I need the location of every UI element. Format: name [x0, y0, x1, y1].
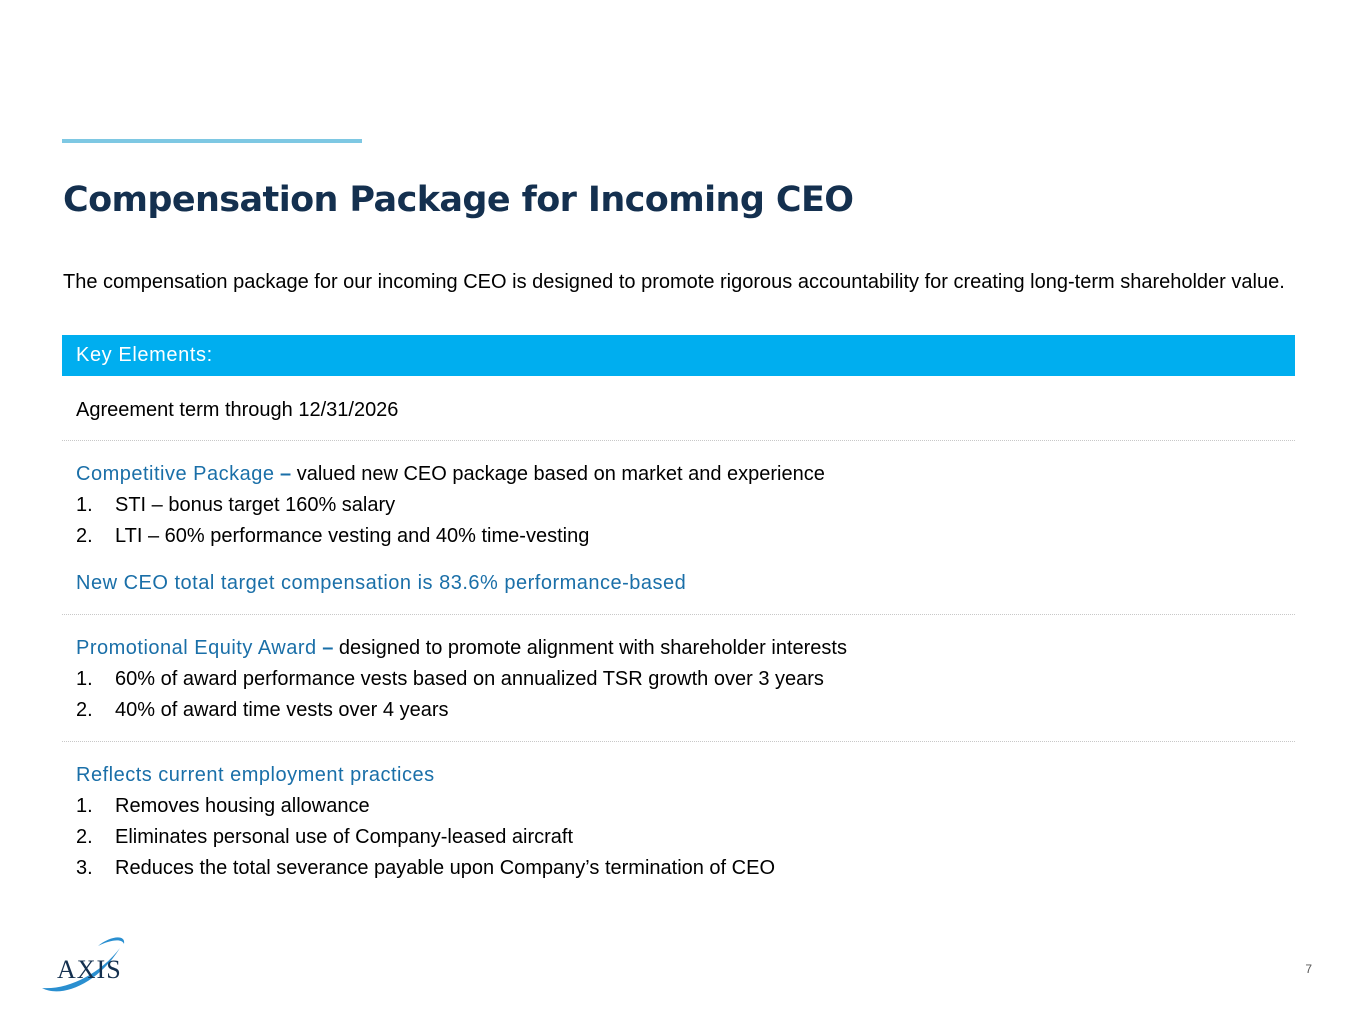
list-item	[76, 493, 395, 517]
list-item	[76, 667, 824, 691]
list-item-text: Eliminates personal use of Company-leased aircraft	[115, 826, 573, 848]
list-item-number: 1.	[76, 668, 93, 690]
list-item-text: 60% of award performance vests based on annualized TSR growth over 3 years	[115, 668, 824, 690]
competitive-package-desc: valued new CEO package based on market and experience	[296, 463, 825, 485]
competitive-package-heading: Competitive Package	[76, 463, 275, 485]
axis-logo-text: AXIS	[57, 955, 122, 984]
agreement-term: Agreement term through 12/31/2026	[76, 399, 399, 421]
title-accent-rule	[62, 139, 362, 143]
list-item-text: Reduces the total severance payable upon Company’s termination of CEO	[115, 857, 776, 879]
list-item	[76, 524, 589, 548]
list-item-text: STI – bonus target 160% salary	[115, 494, 396, 516]
promotional-equity-line	[76, 636, 847, 660]
promotional-equity-heading: Promotional Equity Award	[76, 637, 317, 659]
list-item-text: Removes housing allowance	[115, 795, 370, 817]
list-item	[76, 825, 573, 849]
axis-logo	[38, 934, 128, 994]
performance-based-highlight: New CEO total target compensation is 83.6% performance-based	[76, 572, 687, 594]
list-item-text: 40% of award time vests over 4 years	[115, 699, 449, 721]
list-item	[76, 698, 448, 722]
page-title: Compensation Package for Incoming CEO	[63, 180, 854, 220]
list-item-number: 1.	[76, 795, 93, 817]
list-item-number: 2.	[76, 826, 93, 848]
promotional-equity-desc: designed to promote alignment with shareholder interests	[338, 637, 847, 659]
promotional-equity-separator: –	[322, 637, 334, 659]
list-item-number: 1.	[76, 494, 93, 516]
list-item-text: LTI – 60% performance vesting and 40% time-vesting	[115, 525, 590, 547]
list-item-number: 3.	[76, 857, 93, 879]
key-elements-header: Key Elements:	[62, 335, 1295, 376]
competitive-package-separator: –	[280, 463, 292, 485]
list-item	[76, 856, 775, 880]
list-item-number: 2.	[76, 525, 93, 547]
section-divider	[62, 614, 1295, 615]
list-item-number: 2.	[76, 699, 93, 721]
intro-paragraph: The compensation package for our incoming CEO is designed to promote rigorous accountability for creating long-term shareholder value.	[63, 271, 1285, 293]
axis-swoosh-logo-icon	[98, 937, 124, 946]
list-item	[76, 794, 370, 818]
competitive-package-line	[76, 462, 825, 486]
employment-practices-heading: Reflects current employment practices	[76, 764, 435, 786]
section-divider	[62, 741, 1295, 742]
page-number: 7	[1305, 962, 1312, 976]
section-divider	[62, 440, 1295, 441]
